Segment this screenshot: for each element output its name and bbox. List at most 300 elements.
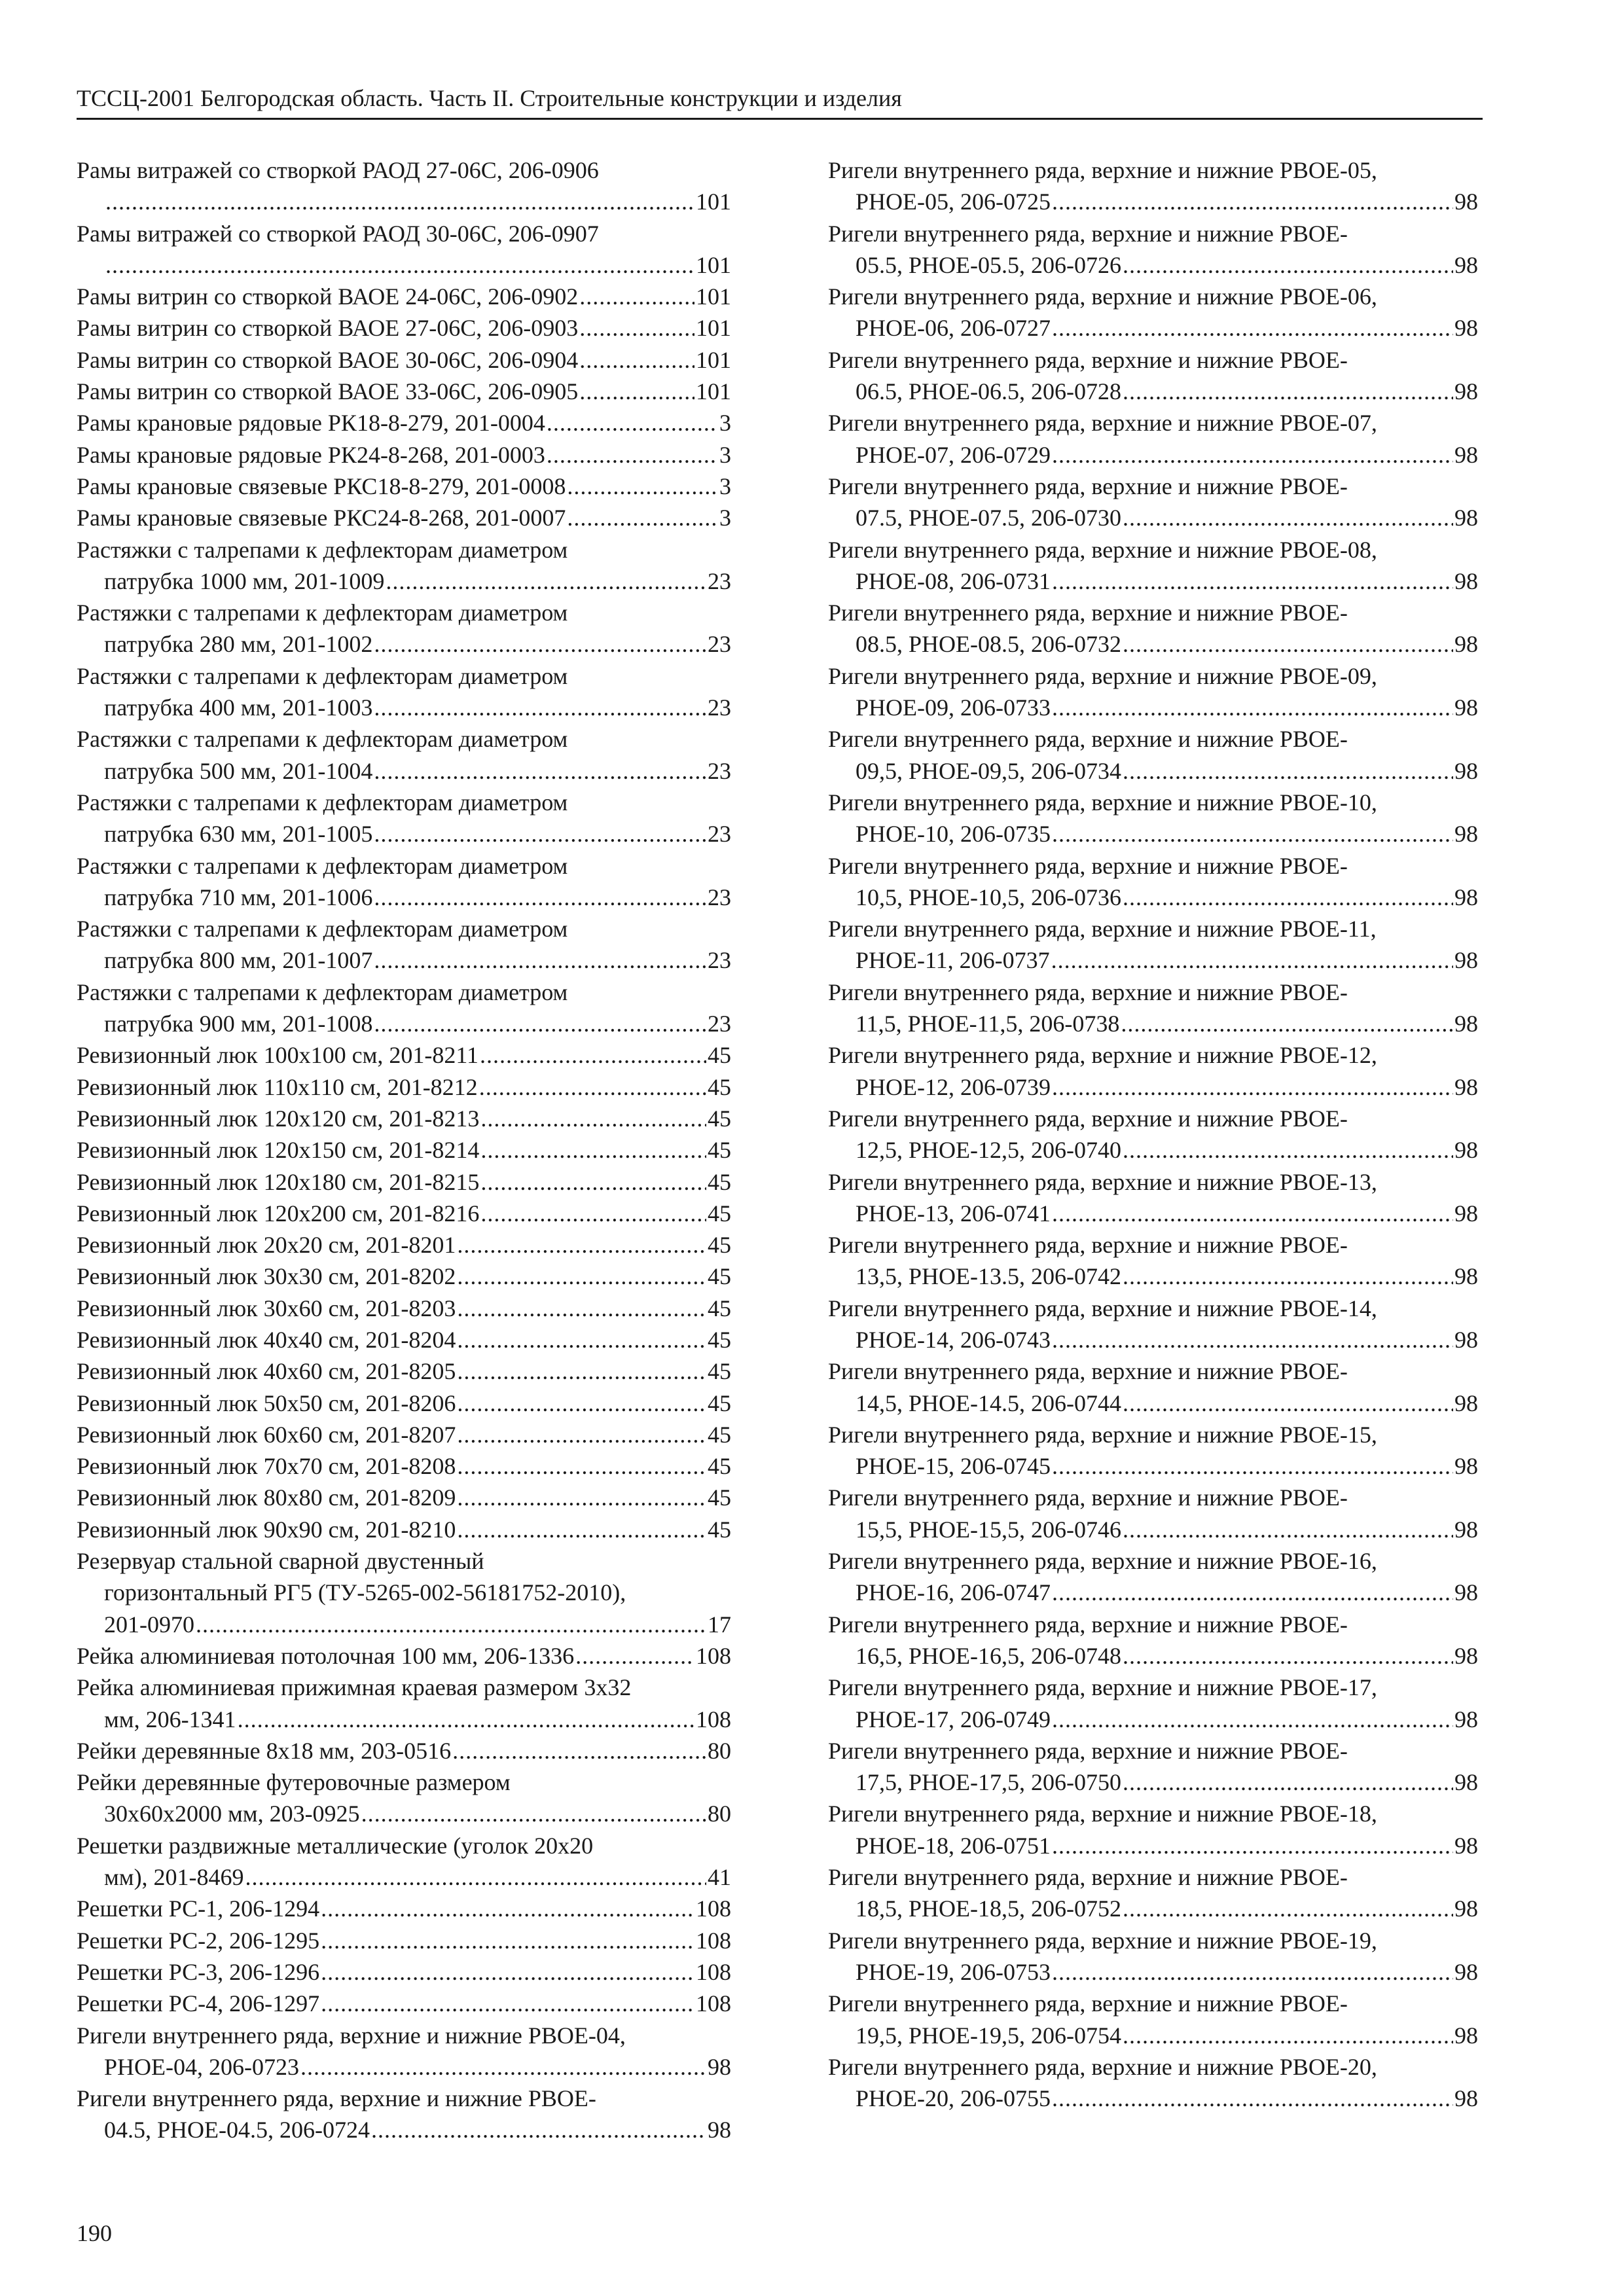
entry-line-last [828, 249, 1478, 281]
dot-leader [371, 2114, 706, 2145]
entry-text: Рамы крановые связевые РКС18-8-279, 201-0008 [77, 473, 566, 499]
dot-leader [374, 818, 706, 850]
dot-leader [1123, 1640, 1453, 1672]
entry-page-number: 98 [1454, 1516, 1478, 1543]
entry-line-last [77, 1261, 731, 1292]
entry-line-last [828, 1071, 1478, 1103]
entry-page-number: 98 [1454, 378, 1478, 405]
entry-line-last [828, 1198, 1478, 1229]
dot-leader [1052, 1450, 1453, 1482]
entry-line-last [828, 312, 1478, 344]
dot-leader [1052, 1198, 1453, 1229]
entry-line: Ригели внутреннего ряда, верхние и нижние РВОЕ- [828, 1105, 1348, 1132]
index-entry [828, 1166, 1478, 1230]
entry-text: Ревизионный люк 100х100 см, 201-8211 [77, 1042, 479, 1069]
entry-text: Ревизионный люк 60х60 см, 201-8207 [77, 1421, 456, 1448]
dot-leader [1123, 628, 1453, 660]
index-column-right [828, 154, 1478, 2114]
entry-text: РНОЕ-09, 206-0733 [856, 694, 1051, 721]
index-entry [77, 1039, 731, 1071]
dot-leader [321, 1893, 695, 1924]
index-entry [828, 1039, 1478, 1103]
entry-page-number: 98 [1454, 821, 1478, 848]
dot-leader [457, 1261, 706, 1292]
dot-leader [457, 1293, 706, 1324]
entry-line: Ригели внутреннего ряда, верхние и нижние РВОЕ-15, [828, 1421, 1377, 1448]
dot-leader [1052, 1071, 1453, 1103]
entry-line-last [77, 281, 731, 312]
entry-page-number: 98 [1454, 1390, 1478, 1416]
dot-leader [1052, 1830, 1453, 1861]
entry-line-last [77, 882, 731, 913]
dot-leader [579, 281, 695, 312]
index-entry [77, 281, 731, 312]
index-entry [828, 1988, 1478, 2051]
entry-line: Растяжки с талрепами к дефлекторам диаметром [77, 852, 568, 879]
entry-page-number: 98 [1454, 694, 1478, 721]
entry-line-last [828, 755, 1478, 787]
index-entry [828, 344, 1478, 408]
index-entry [828, 1419, 1478, 1482]
entry-text: Ревизионный люк 110х110 см, 201-8212 [77, 1073, 478, 1100]
entry-text: патрубка 900 мм, 201-1008 [104, 1011, 373, 1037]
index-entry [77, 850, 731, 914]
entry-page-number: 45 [708, 1168, 731, 1195]
entry-page-number: 101 [696, 378, 731, 405]
entry-page-number: 108 [696, 1895, 731, 1922]
dot-leader [1123, 1388, 1453, 1419]
entry-text: РНОЕ-13, 206-0741 [856, 1200, 1051, 1227]
entry-page-number: 45 [708, 1200, 731, 1227]
entry-page-number: 23 [708, 1011, 731, 1037]
entry-line-last [77, 1229, 731, 1261]
entry-page-number: 98 [1454, 1895, 1478, 1922]
dot-leader [1052, 565, 1453, 597]
dot-leader [547, 407, 718, 439]
dot-leader [457, 1324, 706, 1355]
dot-leader [457, 1514, 706, 1545]
entry-line: Ригели внутреннего ряда, верхние и нижние РВОЕ-08, [828, 536, 1377, 563]
entry-text: Рамы крановые рядовые РК24-8-268, 201-0003 [77, 441, 545, 468]
entry-line-last [77, 376, 731, 407]
entry-page-number: 23 [708, 757, 731, 784]
index-entry [77, 1545, 731, 1640]
entry-page-number: 98 [1454, 757, 1478, 784]
entry-text: РНОЕ-11, 206-0737 [856, 947, 1050, 974]
entry-line-last [828, 692, 1478, 723]
entry-line-last [77, 818, 731, 850]
entry-line: Растяжки с талрепами к дефлекторам диаметром [77, 726, 568, 753]
entry-page-number: 45 [708, 1453, 731, 1480]
entry-line-last [77, 565, 731, 597]
entry-text: 15,5, РНОЕ-15,5, 206-0746 [856, 1516, 1121, 1543]
entry-page-number: 98 [1454, 1453, 1478, 1480]
entry-page-number: 98 [1454, 1200, 1478, 1227]
entry-line-last [828, 1640, 1478, 1672]
dot-leader [1123, 755, 1453, 787]
dot-leader [452, 1735, 706, 1767]
index-entry [77, 1893, 731, 1924]
entry-text: мм), 201-8469 [104, 1864, 244, 1891]
entry-page-number: 3 [719, 410, 731, 437]
entry-line: Резервуар стальной сварной двустенный [77, 1548, 484, 1575]
entry-text: 17,5, РНОЕ-17,5, 206-0750 [856, 1769, 1121, 1796]
entry-line: Решетки раздвижные металлические (уголок 20х20 [77, 1832, 594, 1859]
entry-line: Ригели внутреннего ряда, верхние и нижние РВОЕ-17, [828, 1674, 1377, 1701]
index-entry [77, 597, 731, 660]
dot-leader [479, 1071, 706, 1103]
index-entry [77, 154, 731, 218]
entry-line-last [77, 1735, 731, 1767]
entry-text: Ревизионный люк 90х90 см, 201-8210 [77, 1516, 456, 1543]
dot-leader [374, 882, 706, 913]
entry-line-last [77, 1008, 731, 1039]
entry-text: Ревизионный люк 40х60 см, 201-8205 [77, 1358, 456, 1385]
entry-text: 18,5, РНОЕ-18,5, 206-0752 [856, 1895, 1121, 1922]
entry-page-number: 101 [696, 188, 731, 215]
entry-text: РНОЕ-14, 206-0743 [856, 1326, 1051, 1353]
index-entry [828, 1229, 1478, 1293]
entry-line: Ригели внутреннего ряда, верхние и нижние РВОЕ-10, [828, 789, 1377, 816]
dot-leader [1123, 1261, 1453, 1292]
entry-page-number: 45 [708, 1073, 731, 1100]
index-entry [828, 723, 1478, 787]
entry-text: Ревизионный люк 30х60 см, 201-8203 [77, 1295, 456, 1321]
entry-text: РНОЕ-15, 206-0745 [856, 1453, 1051, 1480]
entry-line-last [828, 628, 1478, 660]
entry-page-number: 80 [708, 1801, 731, 1827]
entry-text: Решетки РС-2, 206-1295 [77, 1927, 320, 1954]
entry-line: Рейки деревянные футеровочные размером [77, 1769, 511, 1796]
entry-line-last [828, 818, 1478, 850]
dot-leader [1052, 818, 1453, 850]
entry-line: Рамы витражей со створкой РАОД 27-06С, 206-0906 [77, 157, 599, 183]
index-entry [77, 1514, 731, 1545]
entry-line-last [828, 439, 1478, 471]
entry-page-number: 108 [696, 1958, 731, 1985]
entry-page-number: 101 [696, 315, 731, 342]
index-entry [828, 1861, 1478, 1925]
index-entry [77, 2083, 731, 2146]
entry-page-number: 23 [708, 884, 731, 910]
entry-page-number: 98 [1454, 1011, 1478, 1037]
entry-text: Рамы витрин со створкой ВАОЕ 30-06С, 206-0904 [77, 346, 579, 373]
entry-line: Ригели внутреннего ряда, верхние и нижние РВОЕ- [828, 1737, 1348, 1764]
entry-page-number: 108 [696, 1927, 731, 1954]
dot-leader [105, 249, 695, 281]
header-rule [77, 118, 1483, 120]
dot-leader [579, 312, 695, 344]
entry-page-number: 45 [708, 1137, 731, 1164]
entry-line-last [828, 944, 1478, 976]
dot-leader [480, 1039, 706, 1071]
entry-text: РНОЕ-19, 206-0753 [856, 1958, 1051, 1985]
entry-page-number: 98 [1454, 1832, 1478, 1859]
entry-page-number: 45 [708, 1042, 731, 1069]
entry-page-number: 98 [708, 2117, 731, 2144]
entry-page-number: 3 [719, 473, 731, 499]
entry-page-number: 3 [719, 441, 731, 468]
entry-line-last [77, 1925, 731, 1956]
entry-page-number: 98 [1454, 1263, 1478, 1290]
entry-text: Ревизионный люк 120х180 см, 201-8215 [77, 1168, 480, 1195]
entry-line-last [828, 565, 1478, 597]
dot-leader [579, 376, 695, 407]
entry-page-number: 98 [1454, 1137, 1478, 1164]
index-entry [828, 977, 1478, 1040]
entry-line: Ригели внутреннего ряда, верхние и нижние РВОЕ- [828, 220, 1348, 247]
entry-line-last [77, 1039, 731, 1071]
entry-text: РНОЕ-18, 206-0751 [856, 1832, 1051, 1859]
entry-text: 05.5, РНОЕ-05.5, 206-0726 [856, 251, 1121, 278]
entry-line-last [77, 312, 731, 344]
entry-text: 07.5, РНОЕ-07.5, 206-0730 [856, 505, 1121, 531]
index-entry [77, 471, 731, 502]
entry-text: Ревизионный люк 120х200 см, 201-8216 [77, 1200, 480, 1227]
entry-page-number: 23 [708, 947, 731, 974]
index-entry [77, 376, 731, 407]
entry-text: РНОЕ-12, 206-0739 [856, 1073, 1051, 1100]
index-entry [828, 2051, 1478, 2115]
entry-text: 09,5, РНОЕ-09,5, 206-0734 [856, 757, 1121, 784]
entry-text: Решетки РС-1, 206-1294 [77, 1895, 320, 1922]
dot-leader [1051, 944, 1453, 976]
entry-line-last [77, 344, 731, 376]
entry-line-last [77, 692, 731, 723]
entry-line: Ригели внутреннего ряда, верхние и нижние РВОЕ-14, [828, 1295, 1377, 1321]
index-entry [828, 1798, 1478, 1861]
entry-text: 13,5, РНОЕ-13.5, 206-0742 [856, 1263, 1121, 1290]
dot-leader [1052, 1956, 1453, 1988]
entry-text: Рамы крановые рядовые РК18-8-279, 201-0004 [77, 410, 545, 437]
entry-page-number: 101 [696, 251, 731, 278]
entry-page-number: 98 [1454, 251, 1478, 278]
entry-text: РНОЕ-17, 206-0749 [856, 1706, 1051, 1732]
entry-line-last [77, 471, 731, 502]
entry-line-last [77, 1198, 731, 1229]
dot-leader [547, 439, 718, 471]
index-entry [77, 1830, 731, 1893]
entry-text: Ревизионный люк 120х150 см, 201-8214 [77, 1137, 480, 1164]
entry-text: 11,5, РНОЕ-11,5, 206-0738 [856, 1011, 1120, 1037]
entry-page-number: 108 [696, 1990, 731, 2017]
entry-text: 12,5, РНОЕ-12,5, 206-0740 [856, 1137, 1121, 1164]
entry-line-last [77, 186, 731, 217]
entry-line-last [828, 2020, 1478, 2051]
dot-leader [238, 1704, 695, 1735]
entry-text: патрубка 500 мм, 201-1004 [104, 757, 373, 784]
index-entry [77, 1134, 731, 1166]
index-entry [77, 1355, 731, 1387]
entry-line: горизонтальный РГ5 (ТУ-5265-002-56181752-2010), [104, 1579, 626, 1606]
entry-line-last [77, 1103, 731, 1134]
index-entry [828, 1672, 1478, 1735]
entry-page-number: 45 [708, 1358, 731, 1385]
entry-line: Ригели внутреннего ряда, верхние и нижние РВОЕ- [828, 1990, 1348, 2017]
index-entry [77, 660, 731, 724]
index-entry [828, 281, 1478, 344]
entry-page-number: 108 [696, 1642, 731, 1669]
index-entry [77, 1261, 731, 1292]
entry-page-number: 98 [1454, 1642, 1478, 1669]
dot-leader [1052, 692, 1453, 723]
entry-page-number: 45 [708, 1390, 731, 1416]
entry-line: Ригели внутреннего ряда, верхние и нижние РВОЕ- [828, 1232, 1348, 1259]
entry-page-number: 23 [708, 567, 731, 594]
entry-text: Решетки РС-3, 206-1296 [77, 1958, 320, 1985]
index-entry [828, 471, 1478, 534]
index-entry [77, 787, 731, 850]
index-entry [828, 534, 1478, 598]
entry-line: Ригели внутреннего ряда, верхние и нижние РВОЕ- [828, 1864, 1348, 1891]
entry-text: РНОЕ-08, 206-0731 [856, 567, 1051, 594]
dot-leader [457, 1482, 706, 1513]
entry-line: Растяжки с талрепами к дефлекторам диаметром [77, 789, 568, 816]
index-entry [828, 1609, 1478, 1672]
index-entry [77, 1640, 731, 1672]
entry-text: Рамы крановые связевые РКС24-8-268, 201-0007 [77, 505, 566, 531]
index-entry [77, 1166, 731, 1198]
index-entry [77, 1672, 731, 1735]
dot-leader [1121, 1008, 1453, 1039]
entry-line-last [77, 1861, 731, 1893]
entry-page-number: 98 [1454, 884, 1478, 910]
entry-page-number: 108 [696, 1706, 731, 1732]
entry-line-last [77, 1988, 731, 2019]
index-entry [828, 1482, 1478, 1545]
entry-page-number: 98 [1454, 441, 1478, 468]
entry-line-last [77, 1134, 731, 1166]
entry-line-last [77, 1640, 731, 1672]
entry-page-number: 80 [708, 1737, 731, 1764]
entry-text: 04.5, РНОЕ-04.5, 206-0724 [104, 2117, 370, 2144]
index-entry [77, 1419, 731, 1450]
entry-line: Ригели внутреннего ряда, верхние и нижние РВОЕ- [828, 1484, 1348, 1511]
index-entry [77, 1735, 731, 1767]
entry-line-last [828, 1388, 1478, 1419]
index-entry [77, 502, 731, 533]
entry-page-number: 98 [708, 2053, 731, 2080]
entry-text: Ревизионный люк 20х20 см, 201-8201 [77, 1232, 456, 1259]
entry-text: 16,5, РНОЕ-16,5, 206-0748 [856, 1642, 1121, 1669]
entry-line: Ригели внутреннего ряда, верхние и нижние РВОЕ-04, [77, 2022, 626, 2049]
dot-leader [1123, 249, 1453, 281]
entry-line: Ригели внутреннего ряда, верхние и нижние РВОЕ- [828, 473, 1348, 499]
entry-page-number: 41 [708, 1864, 731, 1891]
entry-text: РНОЕ-07, 206-0729 [856, 441, 1051, 468]
entry-page-number: 45 [708, 1232, 731, 1259]
index-entry [77, 534, 731, 598]
entry-line-last [77, 1609, 731, 1640]
entry-page-number: 98 [1454, 2085, 1478, 2112]
entry-line: Ригели внутреннего ряда, верхние и нижние РВОЕ- [828, 1358, 1348, 1385]
dot-leader [1123, 502, 1453, 533]
entry-line-last [828, 186, 1478, 217]
entry-page-number: 98 [1454, 2022, 1478, 2049]
entry-text: Рейка алюминиевая потолочная 100 мм, 206-1336 [77, 1642, 575, 1669]
entry-line: Ригели внутреннего ряда, верхние и нижние РВОЕ-19, [828, 1927, 1377, 1954]
index-entry [77, 218, 731, 281]
entry-text: Решетки РС-4, 206-1297 [77, 1990, 320, 2017]
entry-line: Ригели внутреннего ряда, верхние и нижние РВОЕ-07, [828, 410, 1377, 437]
dot-leader [374, 628, 706, 660]
entry-line: Растяжки с талрепами к дефлекторам диаметром [77, 536, 568, 563]
entry-line: Рамы витражей со створкой РАОД 30-06С, 206-0907 [77, 220, 599, 247]
entry-line: Ригели внутреннего ряда, верхние и нижние РВОЕ- [828, 726, 1348, 753]
entry-line: Ригели внутреннего ряда, верхние и нижние РВОЕ-05, [828, 157, 1377, 183]
entry-line-last [77, 1071, 731, 1103]
entry-page-number: 45 [708, 1516, 731, 1543]
entry-line-last [77, 1355, 731, 1387]
dot-leader [1123, 376, 1453, 407]
index-entry [828, 1925, 1478, 1988]
dot-leader [1052, 439, 1453, 471]
index-entry [77, 1103, 731, 1134]
dot-leader [374, 1008, 706, 1039]
entry-line-last [828, 1324, 1478, 1355]
index-entry [828, 407, 1478, 471]
entry-line-last [828, 1261, 1478, 1292]
dot-leader [1123, 1893, 1453, 1924]
index-entry [77, 1482, 731, 1513]
entry-line-last [77, 2051, 731, 2083]
entry-page-number: 45 [708, 1295, 731, 1321]
entry-text: 19,5, РНОЕ-19,5, 206-0754 [856, 2022, 1121, 2049]
index-entry [828, 597, 1478, 660]
entry-text: 30х60х2000 мм, 203-0925 [104, 1801, 360, 1827]
dot-leader [1123, 1514, 1453, 1545]
index-entry [77, 1450, 731, 1482]
entry-page-number: 98 [1454, 1769, 1478, 1796]
index-entry [77, 1767, 731, 1830]
entry-line: Рейка алюминиевая прижимная краевая размером 3х32 [77, 1674, 632, 1701]
entry-line-last [828, 1956, 1478, 1988]
index-entry [77, 1388, 731, 1419]
entry-line-last [828, 1704, 1478, 1735]
entry-line-last [77, 1419, 731, 1450]
entry-line-last [77, 1482, 731, 1513]
dot-leader [480, 1166, 706, 1198]
index-entry [828, 1293, 1478, 1356]
entry-line-last [828, 2083, 1478, 2114]
entry-line-last [77, 1324, 731, 1355]
dot-leader [567, 471, 718, 502]
entry-line-last [77, 1293, 731, 1324]
entry-text: Рамы витрин со створкой ВАОЕ 27-06С, 206-0903 [77, 315, 579, 342]
dot-leader [374, 692, 706, 723]
index-entry [828, 1355, 1478, 1419]
entry-text: 10,5, РНОЕ-10,5, 206-0736 [856, 884, 1121, 910]
entry-line-last [77, 1166, 731, 1198]
entry-text: Рейки деревянные 8х18 мм, 203-0516 [77, 1737, 452, 1764]
dot-leader [567, 502, 718, 533]
dot-leader [1052, 1704, 1453, 1735]
entry-line-last [77, 407, 731, 439]
entry-line: Растяжки с талрепами к дефлекторам диаметром [77, 916, 568, 942]
dot-leader [321, 1925, 695, 1956]
dot-leader [196, 1609, 706, 1640]
index-entry [77, 1324, 731, 1355]
index-entry [828, 154, 1478, 218]
entry-page-number: 101 [696, 283, 731, 310]
entry-line-last [77, 249, 731, 281]
dot-leader [1052, 1324, 1453, 1355]
dot-leader [374, 944, 706, 976]
entry-text: патрубка 1000 мм, 201-1009 [104, 567, 385, 594]
entry-text: Ревизионный люк 50х50 см, 201-8206 [77, 1390, 456, 1416]
entry-line: Растяжки с талрепами к дефлекторам диаметром [77, 600, 568, 626]
entry-line-last [77, 1798, 731, 1829]
